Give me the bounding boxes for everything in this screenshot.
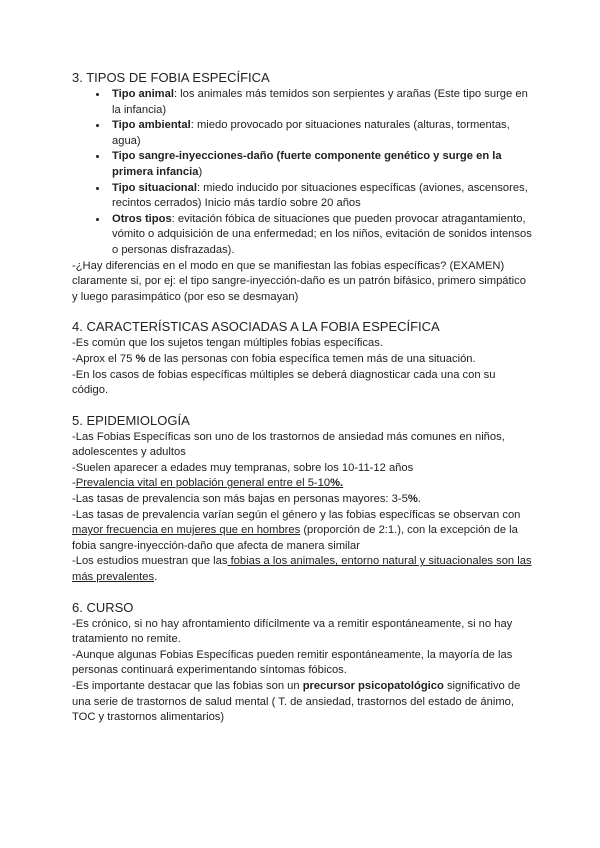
item-term: Otros tipos — [112, 212, 172, 225]
text-run: -Aprox el 75 — [72, 352, 136, 365]
text-run: - — [72, 477, 76, 490]
text-run: de las personas con fobia específica temen más de una situación. — [145, 352, 476, 365]
section-4-p2 — [72, 352, 532, 368]
text-run-bold: % — [135, 352, 146, 365]
item-text: ) — [198, 165, 203, 178]
list-item — [108, 87, 532, 118]
section-6-p1: -Es crónico, si no hay afrontamiento difícilmente va a remitir espontáneamente, si no hay tratamiento no remite. — [72, 617, 513, 646]
text-run: -Los estudios muestran que las — [72, 555, 228, 568]
section-3-title: 3. TIPOS DE FOBIA ESPECÍFICA — [72, 70, 270, 85]
text-run-underlined: Prevalencia vital en población general entre el 5-10 — [75, 477, 331, 490]
item-term: Tipo ambiental — [112, 119, 191, 132]
section-4-p3: -En los casos de fobias específicas múltiples se deberá diagnosticar cada una con su código. — [72, 368, 496, 397]
section-5-p2: -Suelen aparecer a edades muy tempranas, sobre los 10-11-12 años — [72, 461, 414, 474]
phobia-types-list — [72, 87, 532, 259]
section-4-title: 4. CARACTERÍSTICAS ASOCIADAS A LA FOBIA ESPECÍFICA — [72, 319, 440, 335]
item-term: Tipo sangre-inyecciones-daño — [112, 150, 274, 163]
spacer — [72, 305, 532, 319]
list-item — [108, 149, 532, 180]
list-item — [108, 181, 532, 212]
section-5-p6 — [72, 554, 532, 585]
item-text: : evitación fóbica de situaciones que pueden provocar atragantamiento, vómito o adquisición de una enfermedad; en los niños, evitación de sonidos intensos o personas disfrazadas). — [112, 212, 532, 256]
section-5-p1: -Las Fobias Específicas son uno de los trastornos de ansiedad más comunes en niños, adolescentes y adultos — [72, 430, 505, 459]
item-text: : miedo inducido por situaciones específicas (aviones, ascensores, recintos cerrados) Inicio más tardío sobre 20 años — [112, 181, 528, 210]
text-run-underlined: mayor frecuencia en mujeres que en hombres — [72, 524, 301, 537]
text-run: (proporción de 2:1.), con la excepción de la fobia sangre-inyección-daño que afecta de manera similar — [72, 524, 518, 552]
item-text: : los animales más temidos son serpientes y arañas (Este tipo surge en la infancia) — [112, 88, 528, 116]
section-6-title: 6. CURSO — [72, 599, 134, 615]
section-6-p3 — [72, 679, 532, 726]
section-3-note: -¿Hay diferencias en el modo en que se manifiestan las fobias específicas? (EXAMEN) claramente si, por ej: el tipo sangre-inyección-daño es un patrón bifásico, primero simpático y luego parasimpático (por eso se desmayan) — [72, 259, 526, 303]
text-run: -Es importante destacar que las fobias son un — [72, 680, 303, 692]
text-run: significativo de una serie de trastornos de salud mental ( T. de ansiedad, trastornos del estado de ánimo, TOC y trastornos alimentarios) — [72, 680, 521, 724]
item-bold-text: (fuerte componente genético y surge en la primera infancia — [112, 150, 502, 178]
text-run-underlined: fobias a los animales, entorno natural y situacionales son las más prevalentes — [72, 555, 532, 584]
section-4-p1: -Es común que los sujetos tengan múltiples fobias específicas. — [72, 337, 383, 350]
section-5-p5 — [72, 508, 532, 555]
text-run-bold: precursor psicopatológico — [302, 680, 444, 692]
list-item — [108, 118, 532, 149]
spacer — [72, 399, 532, 413]
text-run: -Las tasas de prevalencia varían según el género y las fobias específicas se observan con — [72, 508, 521, 521]
text-run: . — [154, 571, 158, 584]
text-run-bold: % — [407, 493, 418, 506]
item-term: Tipo animal — [112, 88, 174, 100]
text-run-bold-underlined: %. — [330, 477, 344, 490]
text-run: . — [417, 493, 421, 506]
list-item — [108, 212, 532, 259]
item-term: Tipo situacional — [112, 181, 197, 194]
document-content — [72, 70, 532, 726]
item-text: : miedo provocado por situaciones naturales (alturas, tormentas, agua) — [112, 119, 510, 147]
section-5-p4 — [72, 492, 532, 508]
spacer — [72, 586, 532, 600]
section-5-p3 — [72, 476, 532, 492]
section-6-p2: -Aunque algunas Fobias Específicas pueden remitir espontáneamente, la mayoría de las personas continuará experimentando síntomas fóbicos. — [72, 648, 513, 677]
text-run: -Las tasas de prevalencia son más bajas en personas mayores: 3-5 — [72, 493, 408, 506]
section-5-title: 5. EPIDEMIOLOGÍA — [72, 412, 190, 428]
